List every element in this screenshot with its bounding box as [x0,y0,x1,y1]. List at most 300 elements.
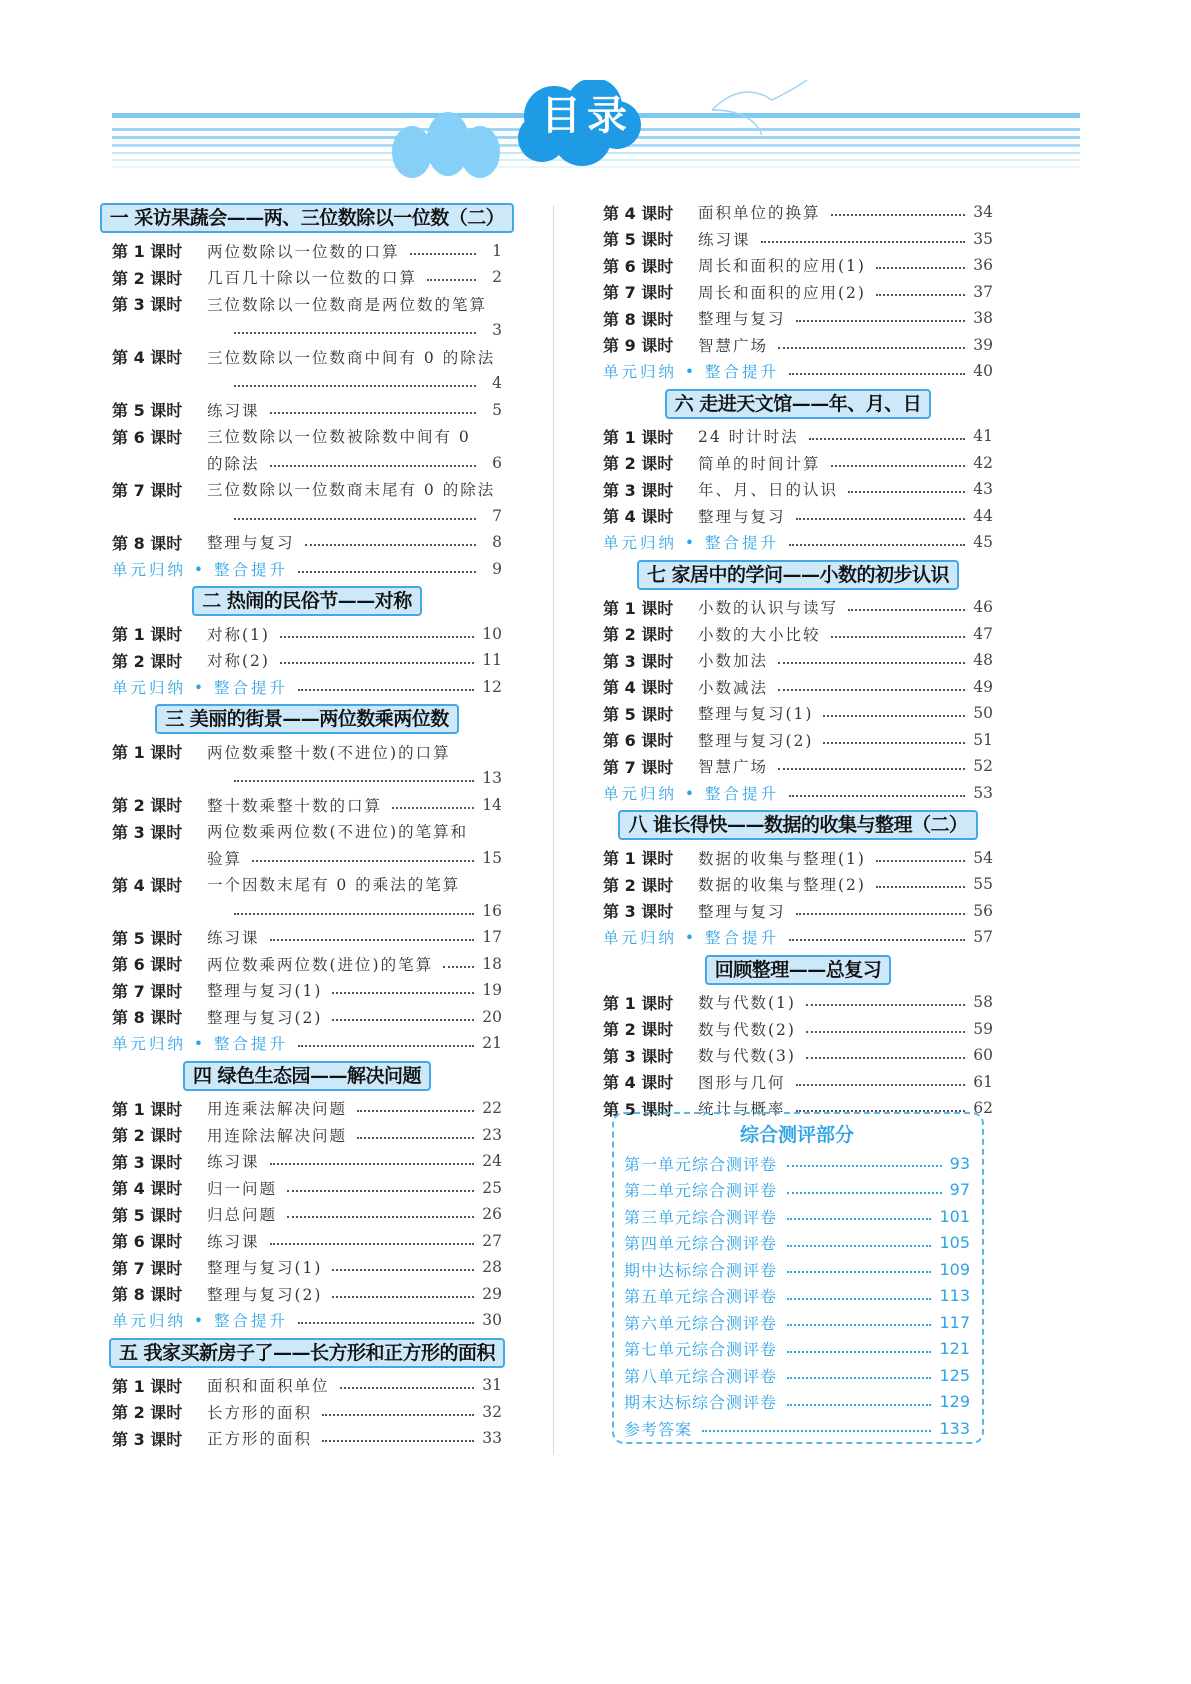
toc-entry[interactable] [603,423,993,450]
toc-entry[interactable] [112,529,502,556]
section-header [112,1057,502,1096]
leader-dots [322,1440,474,1442]
section-header [603,806,993,845]
section-header [112,700,502,739]
toc-entry[interactable] [112,1201,502,1228]
toc-entry[interactable] [112,291,502,318]
lesson-label: 第 4 课时 [603,507,674,527]
page-number: 32 [482,1402,502,1421]
entry-title: 练习课 [207,1232,260,1251]
assessment-entry[interactable] [624,1256,970,1283]
page-number: 20 [482,1007,502,1026]
lesson-label: 第 3 课时 [112,822,183,842]
toc-entry[interactable] [112,264,502,291]
toc-entry[interactable] [112,924,502,951]
page-number: 39 [973,335,993,354]
toc-entry[interactable] [603,898,993,925]
unit-summary-entry[interactable] [112,1307,502,1334]
lesson-label: 第 3 课时 [603,480,674,500]
leader-dots [796,320,966,322]
lesson-label: 第 6 课时 [112,1232,183,1252]
entry-title: 周长和面积的应用(2) [698,283,866,302]
toc-entry[interactable] [112,871,502,898]
leader-dots [234,913,474,915]
toc-entry[interactable] [112,476,502,503]
page-number: 125 [939,1365,970,1385]
lesson-label: 第 2 课时 [603,454,674,474]
entry-title: 单元归纳 • 整合提升 [603,363,779,382]
leader-dots [298,571,476,573]
toc-entry[interactable] [603,1016,993,1043]
page-number: 19 [482,981,502,1000]
toc-entry[interactable] [603,871,993,898]
leader-dots [831,465,966,467]
lesson-label: 第 1 课时 [112,625,183,645]
section-title: 七 家居中的学问——小数的初步认识 [637,560,959,590]
page-number: 48 [973,651,993,670]
toc-entry[interactable] [603,594,993,621]
section-header [112,1334,502,1373]
toc-entry[interactable] [112,647,502,674]
toc-entry[interactable] [603,476,993,503]
toc-entry[interactable] [112,423,502,450]
leader-dots [787,1271,931,1273]
toc-entry[interactable] [603,621,993,648]
entry-title: 小数的认识与读写 [698,599,839,618]
toc-entry-continued[interactable] [112,765,502,792]
section-header [603,385,993,424]
page-number: 62 [973,1099,993,1118]
toc-entry[interactable] [603,305,993,332]
leader-dots [848,491,965,493]
toc-entry[interactable] [112,1148,502,1175]
page-number: 23 [482,1125,502,1144]
leader-dots [298,689,474,691]
leader-dots [392,807,474,809]
page-number: 2 [492,268,502,287]
lesson-label: 第 1 课时 [112,1376,183,1396]
entry-title: 数与代数(3) [698,1047,796,1066]
leader-dots [410,253,476,255]
unit-summary-entry[interactable] [112,556,502,583]
entry-title: 智慧广场 [698,336,769,355]
assessment-entry[interactable] [624,1230,970,1257]
assessment-entry[interactable] [624,1362,970,1389]
toc-entry[interactable] [112,1004,502,1031]
lesson-label: 第 1 课时 [112,1099,183,1119]
entry-title: 数据的收集与整理(2) [698,876,866,895]
toc-entry[interactable] [112,951,502,978]
toc-left-column [109,199,505,1452]
assessment-entry[interactable] [624,1177,970,1204]
unit-summary-entry[interactable] [603,924,993,951]
toc-entry[interactable] [112,344,502,371]
leader-dots [280,662,474,664]
lesson-label: 第 4 课时 [603,1073,674,1093]
leader-dots [831,214,966,216]
lesson-label: 第 2 课时 [112,268,183,288]
leader-dots [270,412,476,414]
assessment-entry[interactable] [624,1415,970,1442]
entry-title: 练习课 [207,1153,260,1172]
page-number: 55 [973,875,993,894]
page-number: 56 [973,901,993,920]
entry-title: 练习课 [698,230,751,249]
page-number: 28 [482,1258,502,1277]
leader-dots [234,518,476,520]
leader-dots [789,939,965,941]
assessment-entry[interactable] [624,1389,970,1416]
leader-dots [427,279,476,281]
entry-title: 对称(1) [207,625,270,644]
toc-entry[interactable] [112,1095,502,1122]
entry-title: 单元归纳 • 整合提升 [112,678,288,697]
leader-dots [778,662,965,664]
entry-title: 数据的收集与整理(1) [698,849,866,868]
entry-title: 整十数乘整十数的口算 [207,796,383,815]
leader-dots [831,636,966,638]
toc-entry[interactable] [603,1042,993,1069]
lesson-label: 第 7 课时 [112,981,183,1001]
entry-title-continued: 的除法 [207,454,260,473]
page-number: 42 [973,453,993,472]
toc-entry[interactable] [603,332,993,359]
lesson-label: 第 2 课时 [112,1126,183,1146]
lesson-label: 第 4 课时 [112,875,183,895]
leader-dots [806,1031,965,1033]
page-number: 117 [939,1312,970,1332]
entry-title: 简单的时间计算 [698,454,821,473]
toc-entry-continued[interactable] [112,450,502,477]
entry-title: 单元归纳 • 整合提升 [603,929,779,948]
assessment-entry[interactable] [624,1283,970,1310]
toc-entry[interactable] [603,279,993,306]
entry-title: 第五单元综合测评卷 [624,1287,778,1307]
lesson-label: 第 7 课时 [112,480,183,500]
entry-title: 单元归纳 • 整合提升 [603,784,779,803]
page-number: 38 [973,309,993,328]
leader-dots [332,1019,474,1021]
entry-title: 期中达标综合测评卷 [624,1260,778,1280]
unit-summary-entry[interactable] [603,780,993,807]
entry-title: 归一问题 [207,1179,278,1198]
page-number: 24 [482,1152,502,1171]
lesson-label: 第 8 课时 [112,533,183,553]
leader-dots [778,768,965,770]
page-number: 49 [973,677,993,696]
lesson-label: 第 4 课时 [112,348,183,368]
lesson-label: 第 5 课时 [603,230,674,250]
section-title: 回顾整理——总复习 [705,955,892,985]
lesson-label: 第 8 课时 [112,1008,183,1028]
entry-title: 周长和面积的应用(1) [698,257,866,276]
lesson-label: 第 1 课时 [603,993,674,1013]
leader-dots [305,544,476,546]
page-number: 50 [973,704,993,723]
entry-title: 一个因数末尾有 0 的乘法的笔算 [207,876,461,895]
assessment-entry[interactable] [624,1203,970,1230]
entry-title: 整理与复习 [698,310,786,329]
entry-title: 期末达标综合测评卷 [624,1393,778,1413]
entry-title: 第八单元综合测评卷 [624,1366,778,1386]
section-header [603,951,993,990]
section-header [112,582,502,621]
lesson-label: 第 6 课时 [603,731,674,751]
toc-entry[interactable] [603,727,993,754]
page-number: 3 [492,321,502,340]
leader-dots [787,1245,931,1247]
leader-dots [357,1137,474,1139]
toc-entry[interactable] [603,753,993,780]
toc-entry[interactable] [112,977,502,1004]
lesson-label: 第 2 课时 [112,796,183,816]
leader-dots [787,1192,942,1194]
page-title: 目录 [541,93,633,139]
page-number: 34 [973,203,993,222]
leader-dots [778,347,965,349]
leader-dots [234,385,476,387]
toc-entry[interactable] [112,818,502,845]
page-number: 8 [492,533,502,552]
page-number: 45 [973,533,993,552]
entry-title: 整理与复习(2) [207,1008,323,1027]
toc-entry[interactable] [112,1175,502,1202]
entry-title: 三位数除以一位数商中间有 0 的除法 [207,348,496,367]
lesson-label: 第 6 课时 [603,256,674,276]
lesson-label: 第 5 课时 [112,1205,183,1225]
toc-entry[interactable] [112,1281,502,1308]
entry-title: 数与代数(1) [698,994,796,1013]
toc-entry[interactable] [112,1228,502,1255]
lesson-label: 第 2 课时 [603,875,674,895]
entry-title: 面积和面积单位 [207,1377,330,1396]
entry-title: 整理与复习(1) [207,982,323,1001]
leader-dots [823,742,965,744]
assessment-section [612,1112,984,1444]
entry-title: 参考答案 [624,1419,693,1439]
lesson-label: 第 4 课时 [603,203,674,223]
entry-title-continued: 验算 [207,849,243,868]
toc-entry[interactable] [112,792,502,819]
page-number: 27 [482,1231,502,1250]
page-number: 25 [482,1178,502,1197]
entry-title: 用连乘法解决问题 [207,1100,348,1119]
leader-dots [252,860,474,862]
entry-title: 整理与复习 [207,534,295,553]
toc-entry[interactable] [112,1399,502,1426]
toc-entry[interactable] [112,1425,502,1452]
leader-dots [332,992,474,994]
leader-dots [287,1216,474,1218]
leader-dots [796,1084,966,1086]
toc-entry[interactable] [603,647,993,674]
leader-dots [787,1218,931,1220]
leader-dots [876,860,965,862]
entry-title: 几百几十除以一位数的口算 [207,269,418,288]
page-number: 35 [973,229,993,248]
leader-dots [809,438,966,440]
toc-entry-continued[interactable] [112,370,502,397]
entry-title: 智慧广场 [698,758,769,777]
entry-title: 对称(2) [207,652,270,671]
toc-entry[interactable] [603,252,993,279]
toc-entry[interactable] [603,674,993,701]
page-number: 36 [973,256,993,275]
leader-dots [789,795,965,797]
page-number: 47 [973,624,993,643]
entry-title: 第七单元综合测评卷 [624,1340,778,1360]
leader-dots [270,939,475,941]
toc-entry[interactable] [112,621,502,648]
toc-entry-continued[interactable] [112,898,502,925]
leader-dots [280,636,474,638]
page-number: 33 [482,1429,502,1448]
assessment-entry[interactable] [624,1150,970,1177]
toc-entry[interactable] [603,1069,993,1096]
assessment-entry[interactable] [624,1309,970,1336]
entry-title: 三位数除以一位数商末尾有 0 的除法 [207,481,496,500]
leader-dots [796,518,966,520]
page-number: 40 [973,362,993,381]
lesson-label: 第 2 课时 [603,1020,674,1040]
lesson-label: 第 6 课时 [112,427,183,447]
toc-entry[interactable] [112,397,502,424]
page-number: 10 [482,624,502,643]
toc-right-column [603,199,993,1122]
leader-dots [876,294,965,296]
entry-title: 整理与复习(2) [207,1285,323,1304]
toc-entry[interactable] [112,238,502,265]
page-number: 13 [482,769,502,788]
leader-dots [332,1269,474,1271]
toc-entry[interactable] [112,1254,502,1281]
page-number: 44 [973,506,993,525]
entry-title: 单元归纳 • 整合提升 [603,534,779,553]
leader-dots [876,886,965,888]
leader-dots [287,1190,474,1192]
unit-summary-entry[interactable] [603,529,993,556]
page-number: 18 [482,954,502,973]
page-number: 101 [939,1206,970,1226]
toc-entry[interactable] [603,700,993,727]
page-number: 51 [973,730,993,749]
assessment-title: 综合测评部分 [739,1124,854,1146]
page-number: 4 [492,374,502,393]
lesson-label: 第 1 课时 [603,427,674,447]
leader-dots [234,780,474,782]
entry-title: 面积单位的换算 [698,204,821,223]
entry-title: 两位数除以一位数的口算 [207,242,400,261]
entry-title: 单元归纳 • 整合提升 [112,1312,288,1331]
section-header [109,199,505,238]
page-number: 26 [482,1205,502,1224]
page-number: 54 [973,848,993,867]
leader-dots [443,966,474,968]
page-number: 60 [973,1046,993,1065]
leader-dots [876,267,965,269]
leader-dots [322,1414,474,1416]
entry-title: 第二单元综合测评卷 [624,1181,778,1201]
page-number: 29 [482,1284,502,1303]
entry-title: 统计与概率 [698,1100,786,1119]
toc-entry-continued[interactable] [112,845,502,872]
lesson-label: 第 4 课时 [603,678,674,698]
entry-title: 归总问题 [207,1206,278,1225]
toc-entry[interactable] [112,1372,502,1399]
entry-title: 整理与复习(1) [698,705,814,724]
entry-title: 两位数乘两位数(进位)的笔算 [207,955,434,974]
unit-summary-entry[interactable] [112,1030,502,1057]
toc-entry[interactable] [603,845,993,872]
section-title: 六 走进天文馆——年、月、日 [665,389,932,419]
page-number: 43 [973,480,993,499]
lesson-label: 第 2 课时 [112,651,183,671]
leader-dots [787,1165,942,1167]
page-number: 133 [939,1418,970,1438]
leader-dots [234,332,476,334]
page-number: 21 [482,1034,502,1053]
entry-title: 第四单元综合测评卷 [624,1234,778,1254]
column-divider [553,205,554,1455]
lesson-label: 第 5 课时 [112,928,183,948]
lesson-label: 第 8 课时 [603,309,674,329]
page-number: 61 [973,1072,993,1091]
toc-entry[interactable] [112,739,502,766]
section-title: 三 美丽的街景——两位数乘两位数 [155,704,459,734]
section-title: 五 我家买新房子了——长方形和正方形的面积 [109,1338,505,1368]
entry-title: 小数加法 [698,652,769,671]
section-title: 八 谁长得快——数据的收集与整理（二） [618,810,977,840]
toc-entry[interactable] [603,199,993,226]
leader-dots [298,1322,474,1324]
toc-entry[interactable] [603,503,993,530]
toc-entry-continued[interactable] [112,317,502,344]
entry-title: 长方形的面积 [207,1403,313,1422]
toc-entry[interactable] [112,1122,502,1149]
entry-title: 整理与复习 [698,507,786,526]
leader-dots [823,715,965,717]
page-number: 105 [939,1233,970,1253]
leader-dots [270,1243,475,1245]
page-number: 121 [939,1339,970,1359]
entry-title: 两位数乘整十数(不进位)的口算 [207,743,451,762]
title-banner [112,80,1080,190]
lesson-label: 第 3 课时 [603,1046,674,1066]
page-number: 52 [973,757,993,776]
page-number: 109 [939,1259,970,1279]
assessment-entry[interactable] [624,1336,970,1363]
leader-dots [789,373,965,375]
unit-summary-entry[interactable] [112,674,502,701]
section-title: 四 绿色生态园——解决问题 [183,1061,431,1091]
unit-summary-entry[interactable] [603,358,993,385]
entry-title: 图形与几何 [698,1073,786,1092]
entry-title: 第六单元综合测评卷 [624,1313,778,1333]
toc-entry[interactable] [603,989,993,1016]
entry-title: 三位数除以一位数商是两位数的笔算 [207,295,488,314]
entry-title: 正方形的面积 [207,1430,313,1449]
entry-title: 单元归纳 • 整合提升 [112,1035,288,1054]
toc-entry[interactable] [603,450,993,477]
entry-title: 24 时计时法 [698,428,799,447]
entry-title: 第三单元综合测评卷 [624,1207,778,1227]
section-title: 二 热闹的民俗节——对称 [192,586,422,616]
lesson-label: 第 8 课时 [112,1285,183,1305]
entry-title: 整理与复习(2) [698,731,814,750]
lesson-label: 第 5 课时 [603,1099,674,1119]
toc-entry[interactable] [603,226,993,253]
toc-entry-continued[interactable] [112,503,502,530]
